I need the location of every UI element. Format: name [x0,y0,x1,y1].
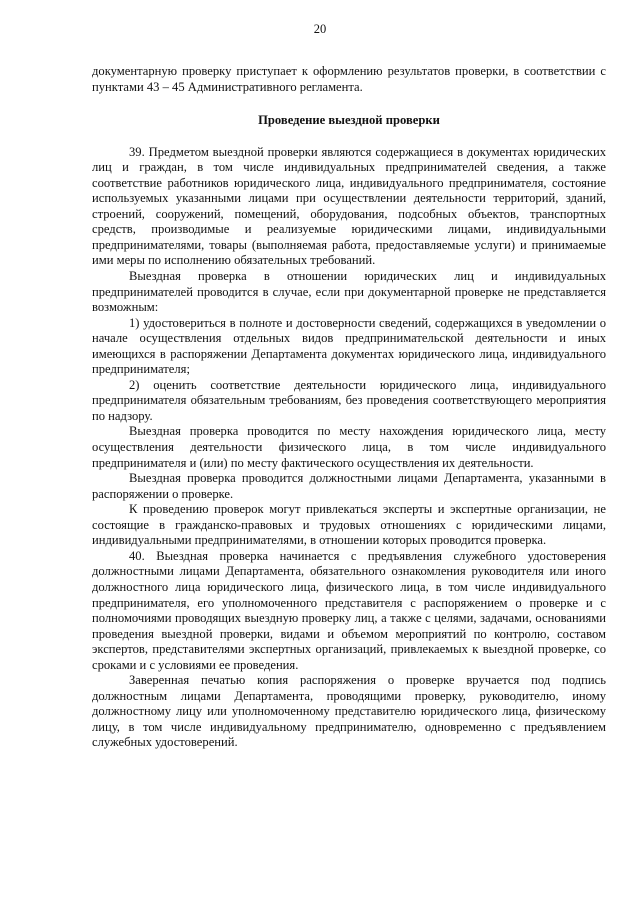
paragraph-experts: К проведению проверок могут привлекаться эксперты и экспертные организации, не состоящие в гражданско-правовых и трудовых отношениях с юридическими лицами, индивидуальными предпринимателями, в отношении которых проводится проверка. [92,502,606,548]
paragraph-certified-copy: Заверенная печатью копия распоряжения о проверке вручается под подпись должностным лицами Департамента, проводящими проверку, руководителю, иному должностному лицу или уполномоченному представителю юридического лица, физическому лицу, в том числе индивидуальному предпринимателю, одновременно с предъявлением служебных удостоверений. [92,673,606,750]
paragraph-condition-1: 1) удостовериться в полноте и достоверности сведений, содержащихся в уведомлении о начале осуществления отдельных видов предпринимательской деятельности и иных имеющихся в распоряжении Департамента документах юридического лица, индивидуального предпринимателя; [92,315,606,377]
paragraph-condition-2: 2) оценить соответствие деятельности юридического лица, индивидуального предпринимателя обязательным требованиям, без проведения соответствующего мероприятия по надзору. [92,377,606,423]
intro-paragraph: документарную проверку приступает к оформлению результатов проверки, в соответствии с пунктами 43 – 45 Административного регламента. [92,64,606,94]
section-heading: Проведение выездной проверки [258,113,440,128]
document-body [92,64,606,751]
paragraph-officials: Выездная проверка проводится должностными лицами Департамента, указанными в распоряжении о проверке. [92,471,606,501]
paragraph-onsite-conditions: Выездная проверка в отношении юридических лиц и индивидуальных предпринимателей проводится в случае, если при документарной проверке не представляется возможным: [92,269,606,315]
paragraph-39: 39. Предметом выездной проверки являются содержащиеся в документах юридических лиц и граждан, в том числе индивидуальных предпринимателей сведения, а также соответствие работников юридического лица, индивидуального предпринимателя, состояние используемых указанными лицами при осуществлении деятельности территорий, зданий, строений, сооружений, помещений, оборудования, подсобных объектов, транспортных средств, производимые и реализуемые юридическими лицами, индивидуальными предпринимателями, товары (выполняемая работа, предоставляемые услуги) и принимаемые ими меры по исполнению обязательных требований. [92,144,606,268]
paragraph-40: 40. Выездная проверка начинается с предъявления служебного удостоверения должностными лицами Департамента, обязательного ознакомления руководителя или иного должностного лица юридического лица, физического лица, в том числе индивидуального предпринимателя, его уполномоченного представителя с распоряжением о проверке и с полномочиями проводящих выездную проверку лиц, а также с целями, задачами, основаниями проведения выездной проверки, видами и объемом мероприятий по контролю, составом экспертов, представителями экспертных организаций, привлекаемых к выездной проверке, со сроками и с условиями ее проведения. [92,548,606,672]
page-number: 20 [313,22,327,36]
paragraph-location: Выездная проверка проводится по месту нахождения юридического лица, месту осуществления деятельности физического лица, в том числе индивидуального предпринимателя и (или) по месту фактического осуществления их деятельности. [92,424,606,470]
